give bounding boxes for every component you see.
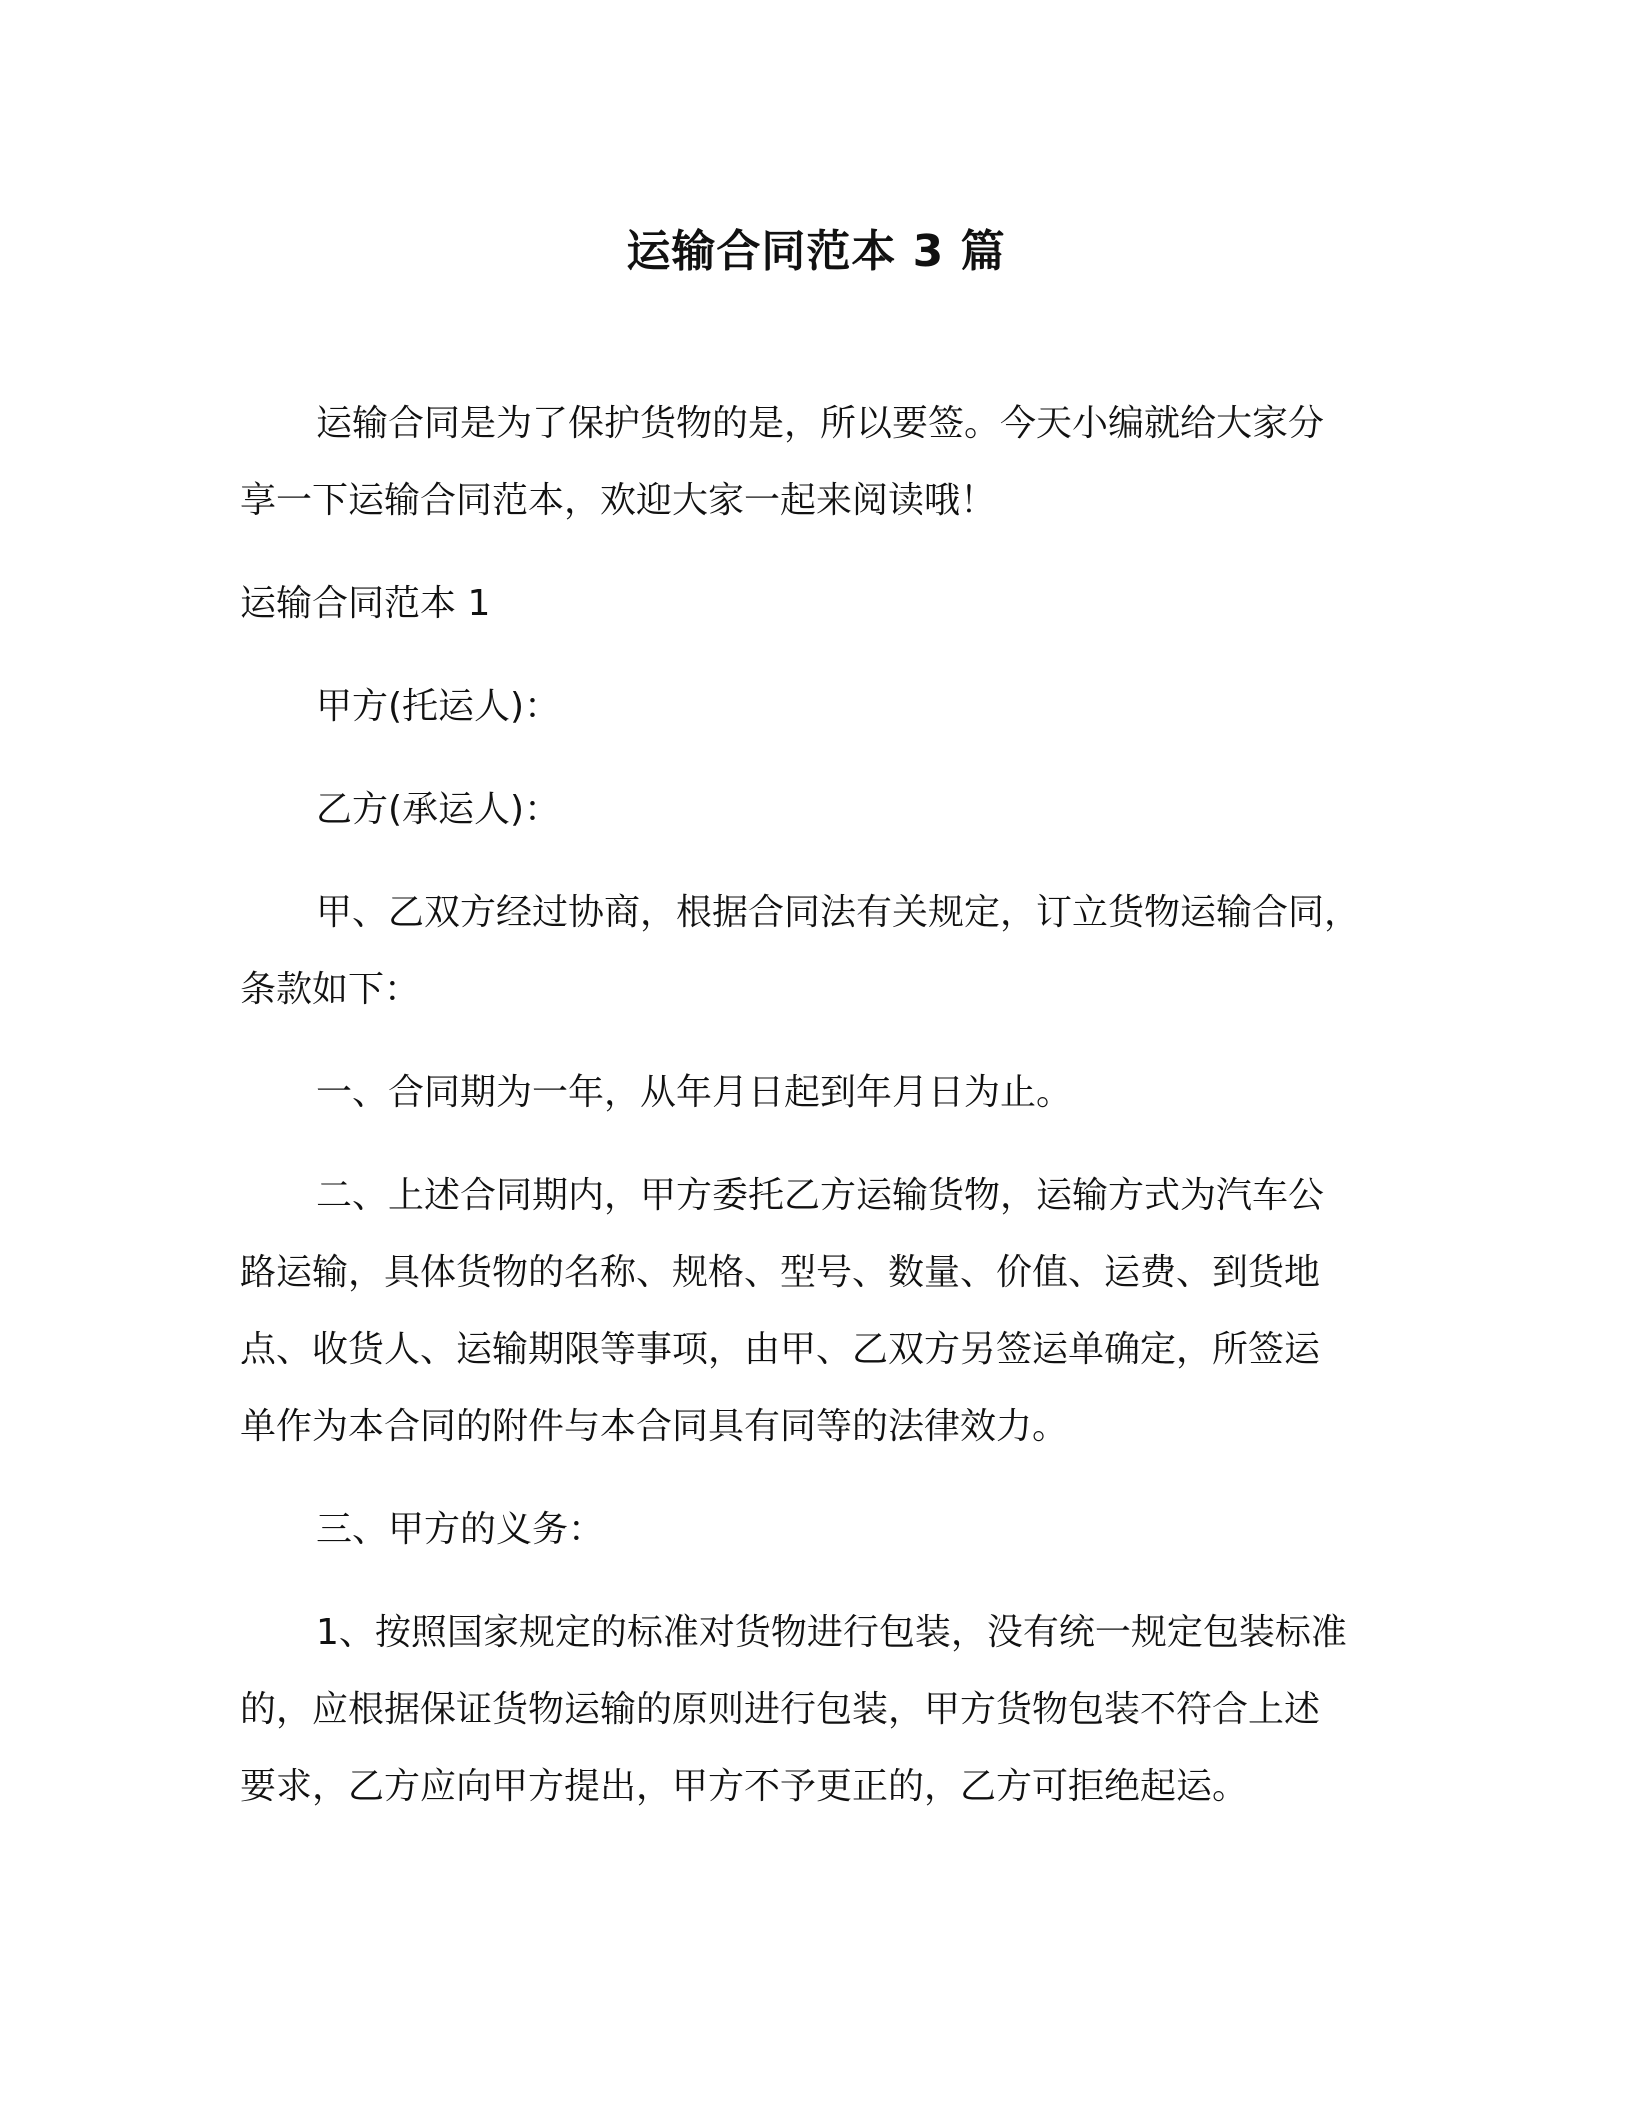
paragraph-line: 二、上述合同期内，甲方委托乙方运输货物，运输方式为汽车公 <box>316 1175 1325 1216</box>
party-b-label: 乙方(承运人)： <box>316 789 561 830</box>
paragraph-line: 三、甲方的义务： <box>316 1509 605 1550</box>
paragraph-line: 的，应根据保证货物运输的原则进行包装，甲方货物包装不符合上述 <box>240 1689 1321 1730</box>
paragraph-line: 路运输，具体货物的名称、规格、型号、数量、价值、运费、到货地 <box>240 1252 1321 1293</box>
paragraph-line: 享一下运输合同范本，欢迎大家一起来阅读哦！ <box>240 480 997 521</box>
document-title: 运输合同范本 3 篇 <box>626 226 1006 277</box>
paragraph-line: 单作为本合同的附件与本合同具有同等的法律效力。 <box>240 1406 1069 1447</box>
paragraph-line: 条款如下： <box>240 969 421 1010</box>
paragraph-line: 要求，乙方应向甲方提出，甲方不予更正的，乙方可拒绝起运。 <box>240 1766 1249 1807</box>
paragraph-clause-1 <box>240 1054 1380 1131</box>
section-heading <box>240 565 1380 642</box>
paragraph-party-b <box>240 771 1380 848</box>
party-a-label: 甲方(托运人)： <box>316 686 561 727</box>
paragraph-preamble <box>240 874 1380 1028</box>
paragraph-line: 点、收货人、运输期限等事项，由甲、乙双方另签运单确定，所签运 <box>240 1329 1321 1370</box>
paragraph-line: 甲、乙双方经过协商，根据合同法有关规定，订立货物运输合同， <box>316 892 1361 933</box>
section-heading-text: 运输合同范本 1 <box>240 583 491 624</box>
paragraph-line: 一、合同期为一年，从年月日起到年月日为止。 <box>316 1072 1073 1113</box>
paragraph-clause-3 <box>240 1491 1380 1568</box>
paragraph-line: 运输合同是为了保护货物的是，所以要签。今天小编就给大家分 <box>316 403 1325 444</box>
paragraph-clause-2 <box>240 1157 1380 1465</box>
paragraph-intro <box>240 385 1380 539</box>
paragraph-party-a <box>240 668 1380 745</box>
paragraph-line: 1、按照国家规定的标准对货物进行包装，没有统一规定包装标准 <box>316 1612 1347 1653</box>
paragraph-clause-3-1 <box>240 1594 1380 1825</box>
